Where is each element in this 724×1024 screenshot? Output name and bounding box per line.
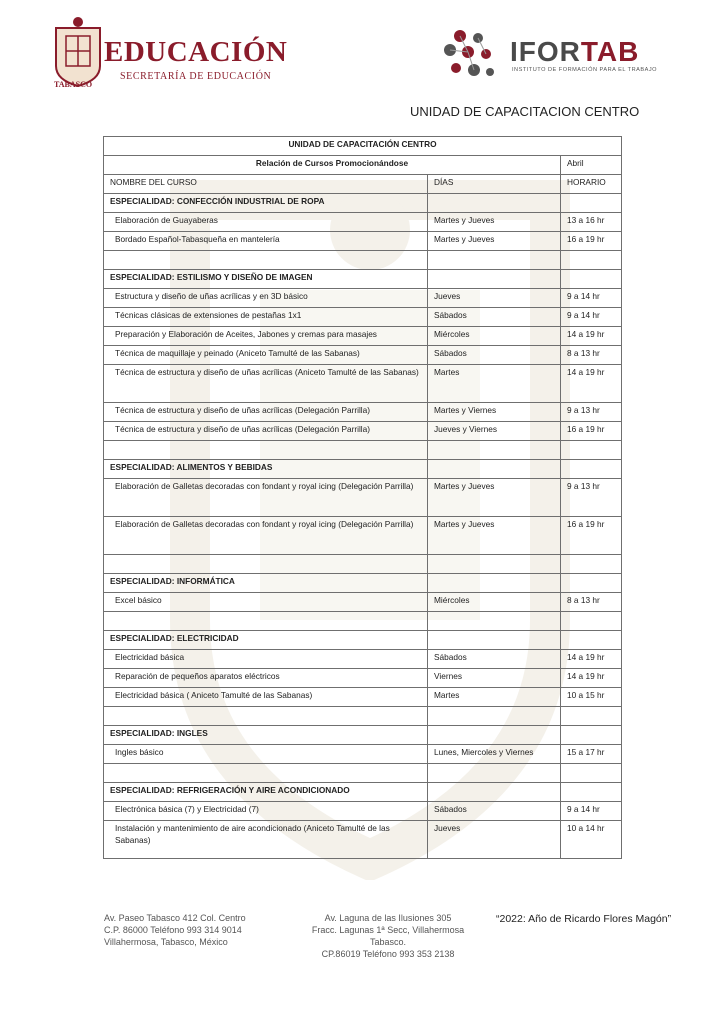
course-name: Bordado Español-Tabasqueña en mantelería [104,232,428,251]
empty-cell [561,574,622,593]
table-title: UNIDAD DE CAPACITACIÓN CENTRO [104,137,622,156]
course-name: Electricidad básica [104,650,428,669]
empty-cell [428,574,561,593]
ifortab-logo-icon [438,26,500,84]
course-schedule: 14 a 19 hr [561,327,622,346]
section-title: ESPECIALIDAD: REFRIGERACIÓN Y AIRE ACONDICIONADO [104,783,428,802]
section-header-row [104,574,622,593]
empty-cell [561,631,622,650]
section-title: ESPECIALIDAD: ELECTRICIDAD [104,631,428,650]
table-row [104,745,622,764]
tabasco-caption: TABASCO [54,80,93,89]
course-name: Excel básico [104,593,428,612]
section-title: ESPECIALIDAD: ESTILISMO Y DISEÑO DE IMAGEN [104,270,428,289]
course-schedule: 15 a 17 hr [561,745,622,764]
footer-slogan: “2022: Año de Ricardo Flores Magón” [496,913,672,925]
course-schedule: 9 a 14 hr [561,289,622,308]
table-row [104,365,622,403]
table-row [104,593,622,612]
course-schedule: 16 a 19 hr [561,422,622,441]
section-title: ESPECIALIDAD: INFORMÁTICA [104,574,428,593]
course-days: Martes [428,688,561,707]
course-days: Sábados [428,308,561,327]
course-schedule: 16 a 19 hr [561,232,622,251]
course-schedule: 8 a 13 hr [561,593,622,612]
course-days: Jueves y Viernes [428,422,561,441]
table-row [104,422,622,441]
course-days: Miércoles [428,593,561,612]
course-schedule: 10 a 14 hr [561,821,622,859]
footer-line: Villahermosa, Tabasco, México [104,937,228,947]
table-row [104,517,622,555]
section-title: ESPECIALIDAD: INGLES [104,726,428,745]
course-name: Electrónica básica (7) y Electricidad (7) [104,802,428,821]
course-days: Martes [428,365,561,403]
empty-cell [104,251,428,270]
footer-line: Av. Laguna de las Ilusiones 305 [324,913,452,923]
course-days: Martes y Jueves [428,232,561,251]
table-row [104,802,622,821]
course-name: Técnicas clásicas de extensiones de pestañas 1x1 [104,308,428,327]
col-course-header: NOMBRE DEL CURSO [104,175,428,194]
course-name: Técnica de estructura y diseño de uñas acrílicas (Delegación Parrilla) [104,403,428,422]
table-row [104,688,622,707]
table-row [104,479,622,517]
section-header-row [104,270,622,289]
table-row [104,821,622,859]
table-row [104,346,622,365]
section-header-row [104,194,622,213]
footer-address-left [104,912,246,948]
col-schedule-header: HORARIO [561,175,622,194]
course-schedule: 14 a 19 hr [561,669,622,688]
table-row [104,232,622,251]
course-name: Preparación y Elaboración de Aceites, Jabones y cremas para masajes [104,327,428,346]
spacer-row [104,764,622,783]
spacer-row [104,612,622,631]
empty-cell [561,764,622,783]
spacer-row [104,555,622,574]
education-subtitle: SECRETARÍA DE EDUCACIÓN [120,71,272,82]
empty-cell [428,764,561,783]
course-name: Técnica de maquillaje y peinado (Aniceto Tamulté de las Sabanas) [104,346,428,365]
table-row [104,403,622,422]
empty-cell [104,441,428,460]
empty-cell [428,194,561,213]
table-subtitle-row [104,156,622,175]
footer-address-middle [296,912,480,960]
course-schedule: 9 a 14 hr [561,802,622,821]
empty-cell [104,764,428,783]
course-name: Estructura y diseño de uñas acrílicas y en 3D básico [104,289,428,308]
section-header-row [104,726,622,745]
course-name: Elaboración de Galletas decoradas con fondant y royal icing (Delegación Parrilla) [104,479,428,517]
empty-cell [561,441,622,460]
course-days: Martes y Jueves [428,517,561,555]
course-schedule: 9 a 14 hr [561,308,622,327]
course-name: Electricidad básica ( Aniceto Tamulté de las Sabanas) [104,688,428,707]
footer-line: CP.86019 Teléfono 993 353 2138 [321,949,455,959]
course-schedule: 13 a 16 hr [561,213,622,232]
empty-cell [104,707,428,726]
ifortab-subtitle: INSTITUTO DE FORMACIÓN PARA EL TRABAJO [512,67,657,73]
course-name: Técnica de estructura y diseño de uñas acrílicas (Delegación Parrilla) [104,422,428,441]
section-title: ESPECIALIDAD: ALIMENTOS Y BEBIDAS [104,460,428,479]
empty-cell [428,270,561,289]
empty-cell [428,441,561,460]
col-days-header: DÍAS [428,175,561,194]
footer-line: C.P. 86000 Teléfono 993 314 9014 [104,925,242,935]
spacer-row [104,441,622,460]
empty-cell [428,555,561,574]
table-row [104,327,622,346]
empty-cell [561,251,622,270]
empty-cell [428,460,561,479]
course-days: Miércoles [428,327,561,346]
course-days: Martes y Viernes [428,403,561,422]
course-schedule: 16 a 19 hr [561,517,622,555]
course-name: Reparación de pequeños aparatos eléctricos [104,669,428,688]
section-header-row [104,783,622,802]
empty-cell [561,194,622,213]
section-header-row [104,460,622,479]
course-name: Técnica de estructura y diseño de uñas acrílicas (Aniceto Tamulté de las Sabanas) [104,365,428,403]
education-title: EDUCACIÓN [104,36,288,68]
table-header-row [104,175,622,194]
empty-cell [561,726,622,745]
course-name: Ingles básico [104,745,428,764]
empty-cell [428,707,561,726]
course-schedule: 9 a 13 hr [561,479,622,517]
course-days: Viernes [428,669,561,688]
course-name: Elaboración de Galletas decoradas con fondant y royal icing (Delegación Parrilla) [104,517,428,555]
section-title: ESPECIALIDAD: CONFECCIÓN INDUSTRIAL DE ROPA [104,194,428,213]
table-subtitle: Relación de Cursos Promocionándose [104,156,561,175]
empty-cell [428,612,561,631]
unit-heading: UNIDAD DE CAPACITACION CENTRO [410,104,640,119]
empty-cell [561,460,622,479]
course-days: Jueves [428,289,561,308]
empty-cell [428,631,561,650]
empty-cell [428,726,561,745]
table-month: Abril [561,156,622,175]
courses-table [103,136,622,859]
empty-cell [104,555,428,574]
empty-cell [104,612,428,631]
state-shield-logo [48,14,108,90]
course-days: Sábados [428,802,561,821]
table-row [104,669,622,688]
empty-cell [561,783,622,802]
course-name: Instalación y mantenimiento de aire acondicionado (Aniceto Tamulté de las Sabanas) [104,821,428,859]
course-schedule: 14 a 19 hr [561,650,622,669]
footer-line: Fracc. Lagunas 1ª Secc, Villahermosa Tabasco. [311,925,465,947]
spacer-row [104,707,622,726]
course-days: Sábados [428,650,561,669]
course-days: Jueves [428,821,561,859]
course-name: Elaboración de Guayaberas [104,213,428,232]
course-schedule: 14 a 19 hr [561,365,622,403]
course-schedule: 9 a 13 hr [561,403,622,422]
empty-cell [561,555,622,574]
empty-cell [428,251,561,270]
section-header-row [104,631,622,650]
footer-line: Av. Paseo Tabasco 412 Col. Centro [104,913,246,923]
empty-cell [561,270,622,289]
empty-cell [428,783,561,802]
empty-cell [561,612,622,631]
course-days: Martes y Jueves [428,213,561,232]
course-days: Sábados [428,346,561,365]
table-row [104,650,622,669]
table-row [104,289,622,308]
empty-cell [561,707,622,726]
ifortab-wordmark: IFORTAB [510,36,640,67]
table-row [104,213,622,232]
table-title-row [104,137,622,156]
course-days: Martes y Jueves [428,479,561,517]
course-schedule: 8 a 13 hr [561,346,622,365]
spacer-row [104,251,622,270]
table-row [104,308,622,327]
course-days: Lunes, Miercoles y Viernes [428,745,561,764]
course-schedule: 10 a 15 hr [561,688,622,707]
